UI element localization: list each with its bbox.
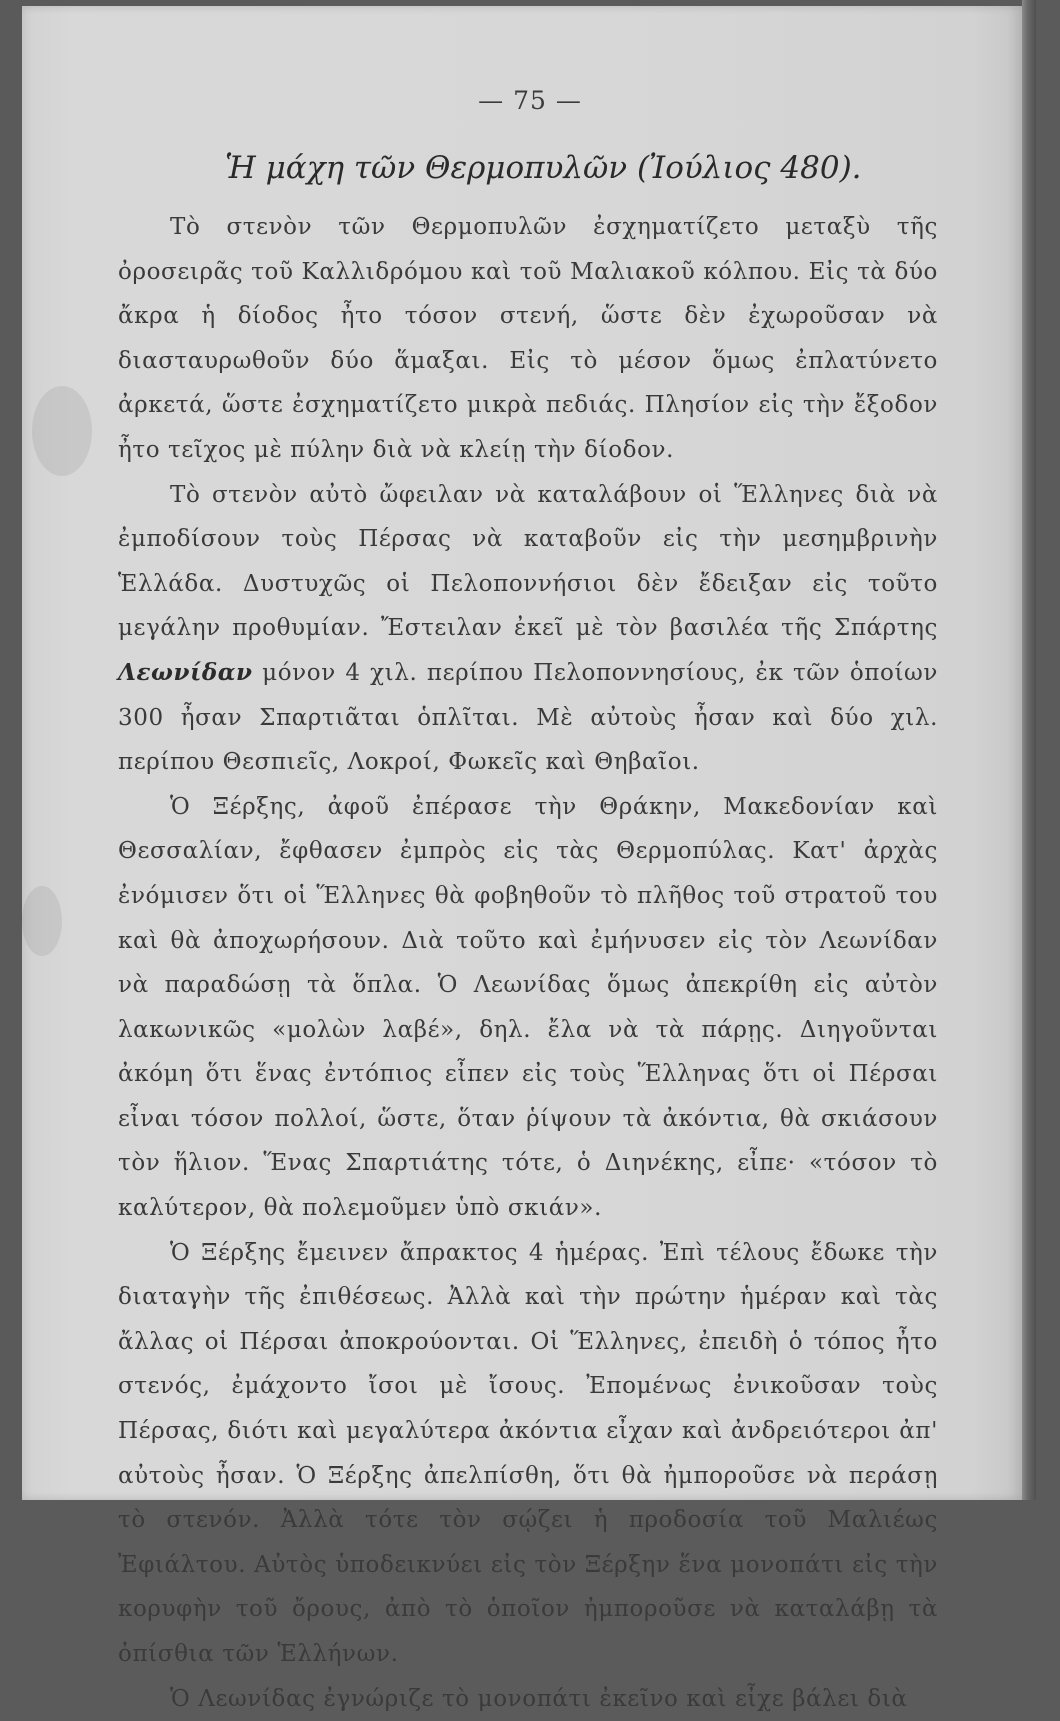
body-text: [118, 205, 938, 1721]
paragraph-text: Ὁ Ξέρξης ἔμεινεν ἄπρακτος 4 ἡμέρας. Ἐπὶ τέλους ἔδωκε τὴν διαταγὴν τῆς ἐπιθέσεως. Ἀλλὰ καὶ τὴν πρώτην ἡμέραν καὶ τὰς ἄλλας οἱ Πέρσαι ἀποκρούονται. Οἱ Ἕλληνες, ἐπειδὴ ὁ τόπος ἦτο στενός, ἐμάχοντο ἴσοι μὲ ἴσους. Ἐπομένως ἐνικοῦσαν τοὺς Πέρσας, διότι καὶ μεγαλύτερα ἀκόντια εἶχαν καὶ ἀνδρειότεροι ἀπ' αὐτοὺς ἦσαν. Ὁ Ξέρξης ἀπελπίσθη, ὅτι θὰ ἠμποροῦσε νὰ περάσῃ τὸ στενόν. Ἀλλὰ τότε τὸν σῴζει ἡ προδοσία τοῦ Μαλιέως Ἐφιάλτου. Αὐτὸς ὑποδεικνύει εἰς τὸν Ξέρξην ἕνα μονοπάτι εἰς τὴν κορυφὴν τοῦ ὄρους, ἀπὸ τὸ ὁποῖον ἠμποροῦσε νὰ καταλάβῃ τὰ ὀπίσθια τῶν Ἑλλήνων.: [118, 1239, 938, 1667]
paragraph-4: [118, 1231, 938, 1677]
paragraph-text: Τὸ στενὸν αὐτὸ ὤφειλαν νὰ καταλάβουν οἱ Ἕλληνες διὰ νὰ ἐμποδίσουν τοὺς Πέρσας νὰ καταβοῦν εἰς τὴν μεσημβρινὴν Ἑλλάδα. Δυστυχῶς οἱ Πελοποννήσιοι δὲν ἔδειξαν εἰς τοῦτο μεγάλην προθυμίαν. Ἔστειλαν ἐκεῖ μὲ τὸν βασιλέα τῆς Σπάρτης: [118, 481, 938, 642]
paper-stain: [22, 886, 62, 956]
paragraph-text: Ὁ Λεωνίδας ἐγνώριζε τὸ μονοπάτι ἐκεῖνο καὶ εἶχε βάλει διὰ: [170, 1685, 908, 1712]
paragraph-3: [118, 785, 938, 1231]
paragraph-1: [118, 205, 938, 473]
paper-stain: [32, 386, 92, 476]
paragraph-text: μόνον 4 χιλ. περίπου Πελοποννησίους, ἐκ τῶν ὁποίων 300 ἦσαν Σπαρτιᾶται ὁπλῖται. Μὲ αὐτοὺς ἦσαν καὶ δύο χιλ. περίπου Θεσπιεῖς, Λοκροί, Φωκεῖς καὶ Θηβαῖοι.: [118, 659, 938, 776]
paragraph-text: Τὸ στενὸν τῶν Θερμοπυλῶν ἐσχηματίζετο μεταξὺ τῆς ὀροσειρᾶς τοῦ Καλλιδρόμου καὶ τοῦ Μαλιακοῦ κόλπου. Εἰς τὰ δύο ἄκρα ἡ δίοδος ἦτο τόσον στενή, ὥστε δὲν ἐχωροῦσαν νὰ διασταυρωθοῦν δύο ἅμαξαι. Εἰς τὸ μέσον ὅμως ἐπλατύνετο ἀρκετά, ὥστε ἐσχηματίζετο μικρὰ πεδιάς. Πλησίον εἰς τὴν ἔξοδον ἦτο τεῖχος μὲ πύλην διὰ νὰ κλείῃ τὴν δίοδον.: [118, 214, 938, 463]
emphasized-name: Λεωνίδαν: [118, 658, 253, 686]
chapter-title: Ἡ μάχη τῶν Θερμοπυλῶν (Ἰούλιος 480).: [225, 150, 862, 186]
paragraph-2: [118, 473, 938, 785]
paragraph-text: Ὁ Ξέρξης, ἀφοῦ ἐπέρασε τὴν Θράκην, Μακεδονίαν καὶ Θεσσαλίαν, ἔφθασεν ἐμπρὸς εἰς τὰς Θερμοπύλας. Κατ' ἀρχὰς ἐνόμισεν ὅτι οἱ Ἕλληνες θὰ φοβηθοῦν τὸ πλῆθος τοῦ στρατοῦ του καὶ θὰ ἀποχωρήσουν. Διὰ τοῦτο καὶ ἐμήνυσεν εἰς τὸν Λεωνίδαν νὰ παραδώσῃ τὰ ὅπλα. Ὁ Λεωνίδας ὅμως ἀπεκρίθη εἰς αὐτὸν λακωνικῶς «μολὼν λαβέ», δηλ. ἔλα νὰ τὰ πάρῃς. Διηγοῦνται ἀκόμη ὅτι ἕνας ἐντόπιος εἶπεν εἰς τοὺς Ἕλληνας ὅτι οἱ Πέρσαι εἶναι τόσον πολλοί, ὥστε, ὅταν ῥίψουν τὰ ἀκόντια, θὰ σκιάσουν τὸν ἥλιον. Ἕνας Σπαρτιάτης τότε, ὁ Διηνέκης, εἶπε· «τόσον τὸ καλύτερον, θὰ πολεμοῦμεν ὑπὸ σκιάν».: [118, 793, 938, 1222]
book-spine-edge: [1022, 0, 1036, 1500]
page-number: — 75 —: [478, 86, 582, 115]
paragraph-5: [118, 1677, 938, 1721]
